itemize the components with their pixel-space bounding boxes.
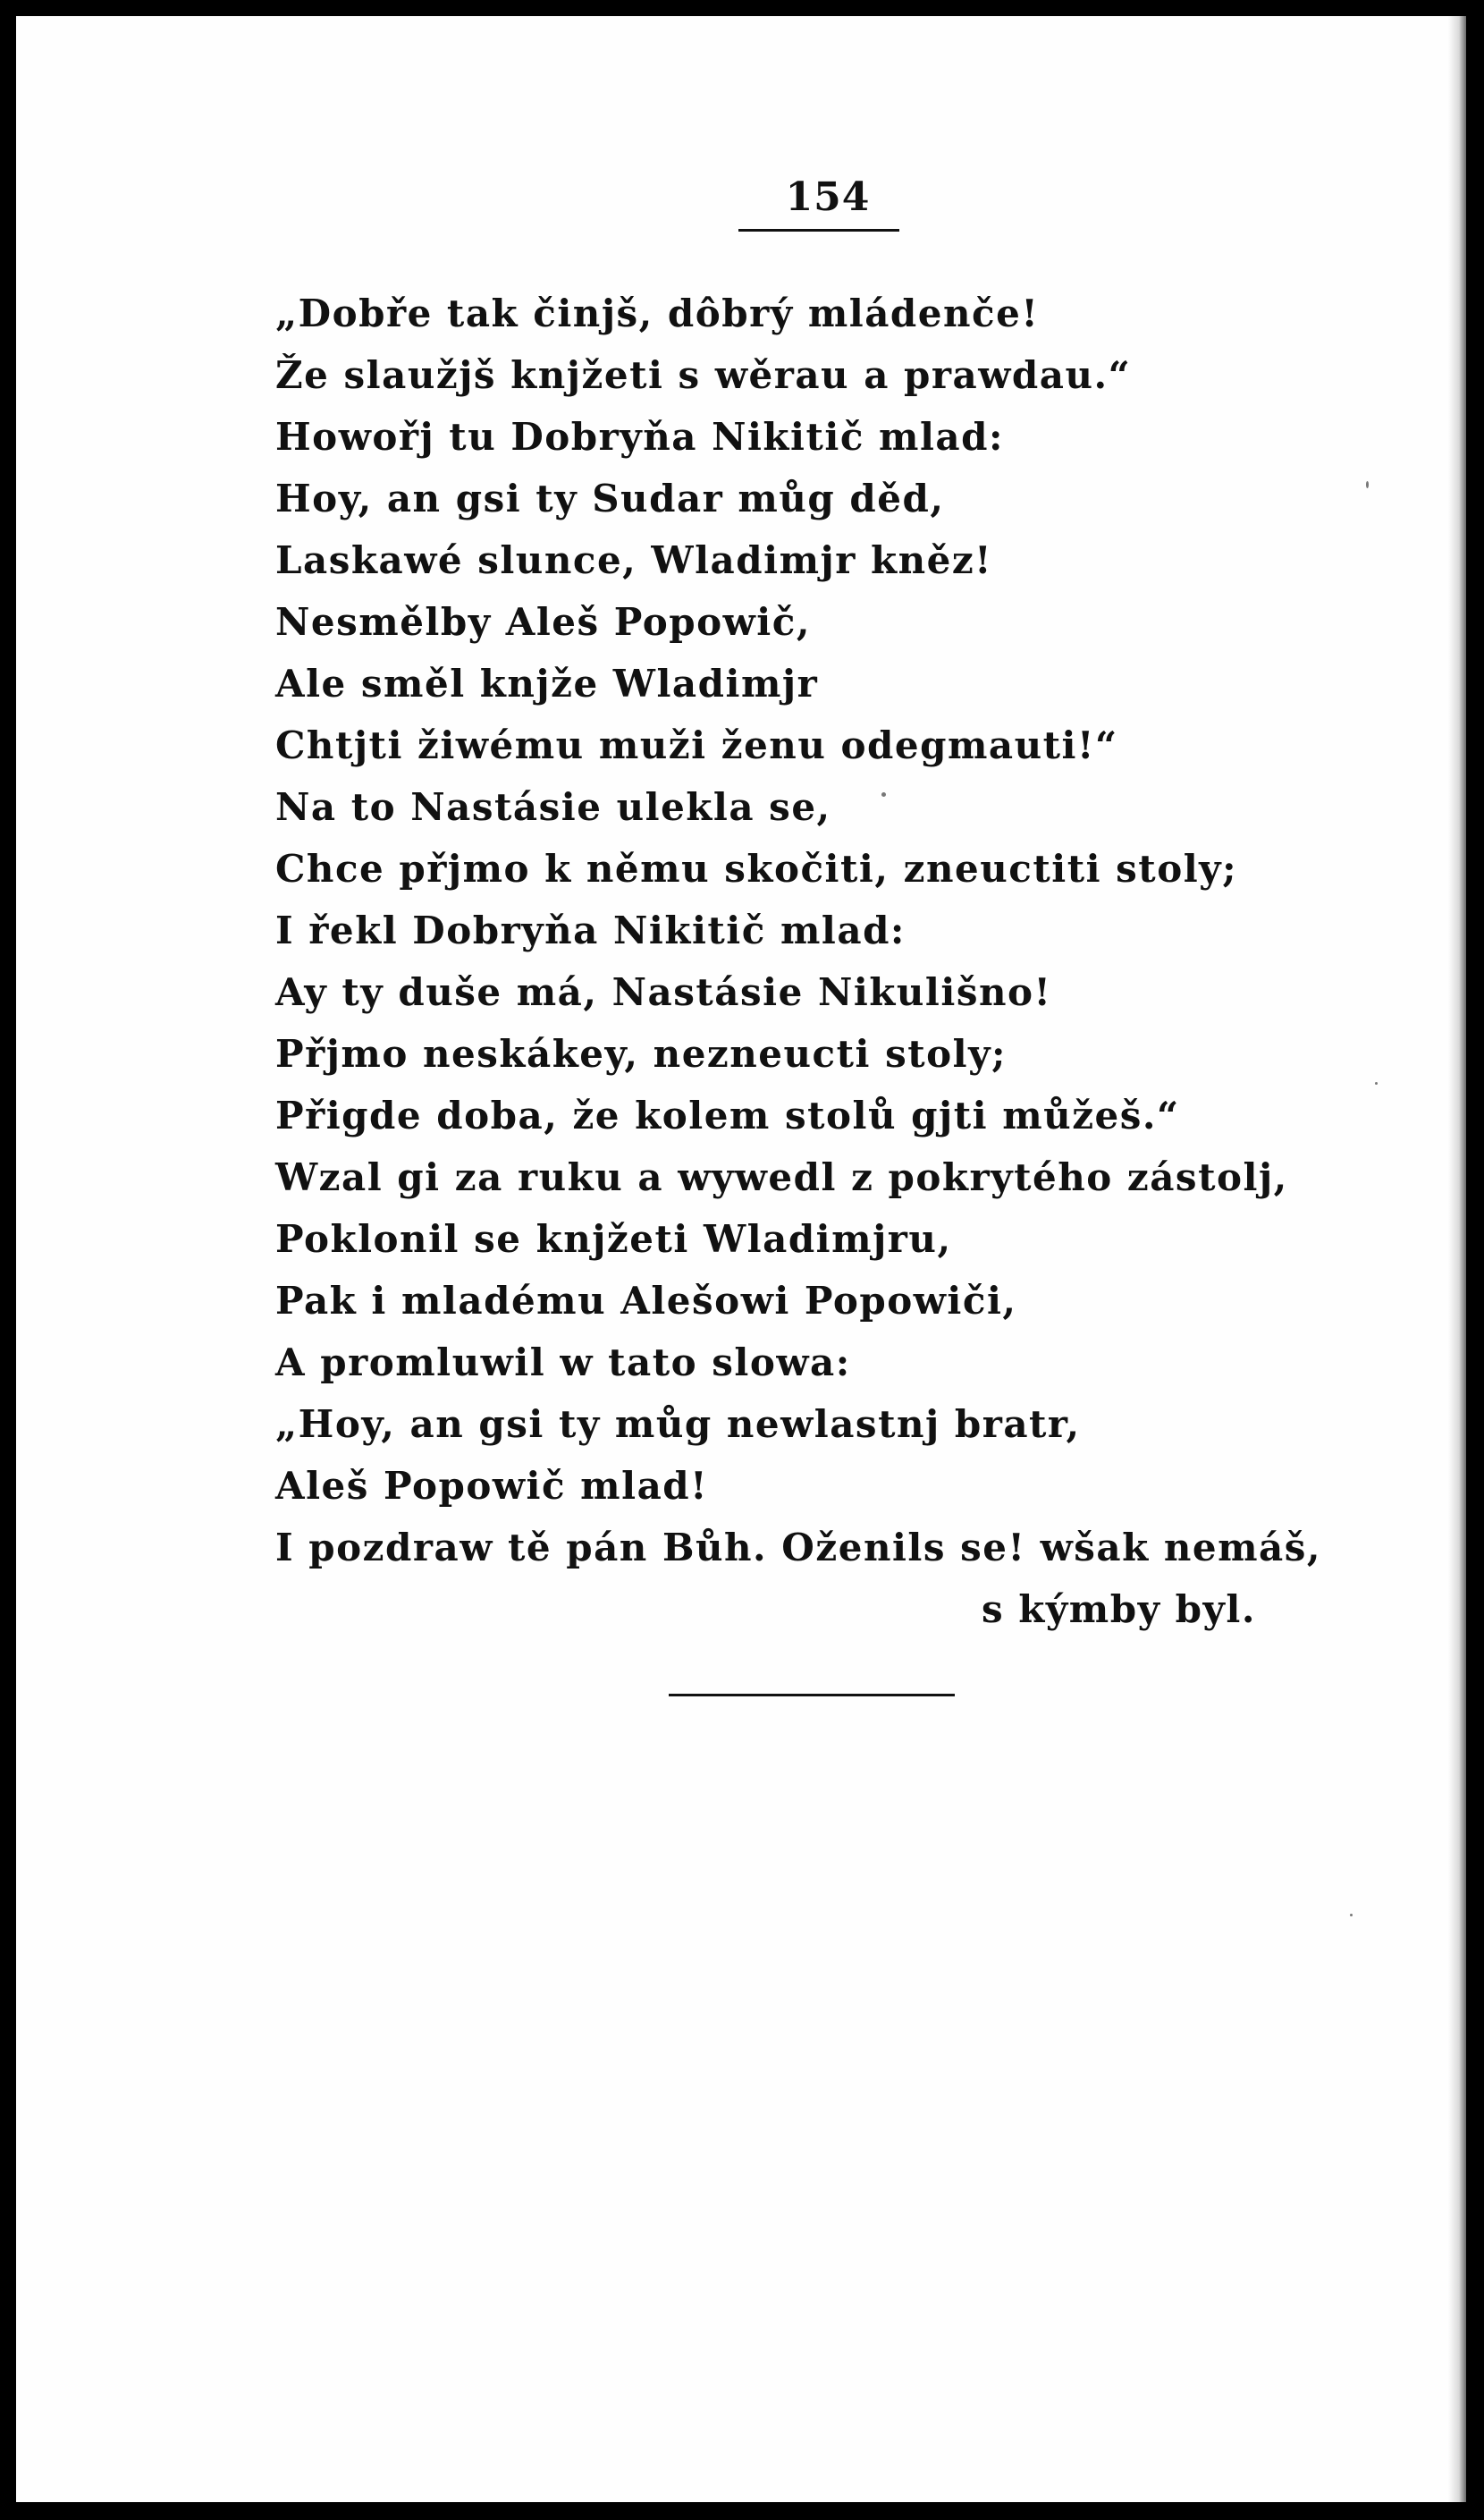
verse-line: Howořj tu Dobryňa Nikitič mlad:	[275, 415, 1005, 459]
verse-line: I řekl Dobryňa Nikitič mlad:	[275, 909, 906, 952]
paper-speck	[1350, 1914, 1353, 1916]
verse-line: Na to Nastásie ulekla se,	[275, 785, 831, 829]
verse-line: A promluwil w tato slowa:	[275, 1340, 851, 1384]
verse-line: Pak i mladému Alešowi Popowiči,	[275, 1279, 1017, 1323]
verse-line: „Hoy, an gsi ty můg newlastnj bratr,	[275, 1402, 1081, 1446]
verse-line: Poklonil se knjžeti Wladimjru,	[275, 1217, 952, 1261]
book-page	[16, 16, 1466, 2502]
verse-line: Nesmělby Aleš Popowič,	[275, 600, 811, 644]
verse-line: Ale směl knjže Wladimjr	[275, 662, 819, 706]
end-rule	[669, 1694, 955, 1696]
verse-line: I pozdraw tě pán Bůh. Oženils se! wšak nemáš,	[275, 1526, 1321, 1569]
paper-speck	[1375, 1082, 1378, 1085]
poem-text	[275, 283, 1321, 1640]
verse-line: Laskawé slunce, Wladimjr kněz!	[275, 538, 993, 582]
page-number: 154	[785, 174, 871, 220]
verse-line-continuation: s kýmby byl.	[982, 1587, 1256, 1631]
verse-line: Aleš Popowič mlad!	[275, 1464, 709, 1508]
page-edge-shadow	[1448, 16, 1466, 2502]
verse-line: Chce přjmo k němu skočiti, zneuctiti stoly;	[275, 847, 1238, 891]
verse-line: Přigde doba, že kolem stolů gjti můžeš.“	[275, 1094, 1180, 1137]
paper-speck	[881, 792, 886, 797]
verse-line: Ay ty duše má, Nastásie Nikulišno!	[275, 970, 1052, 1014]
verse-line: Chtjti žiwému muži ženu odegmauti!“	[275, 723, 1118, 767]
verse-line: Přjmo neskákey, nezneucti stoly;	[275, 1032, 1008, 1076]
page-number-rule	[738, 229, 899, 232]
verse-line: Hoy, an gsi ty Sudar můg děd,	[275, 477, 945, 520]
verse-line: Že slaužjš knjžeti s wěrau a prawdau.“	[275, 353, 1132, 397]
verse-line: „Dobře tak činjš, dôbrý mládenče!	[275, 292, 1040, 335]
verse-line: Wzal gi za ruku a wywedl z pokrytého zástolj,	[275, 1155, 1288, 1199]
paper-speck	[1366, 481, 1369, 488]
